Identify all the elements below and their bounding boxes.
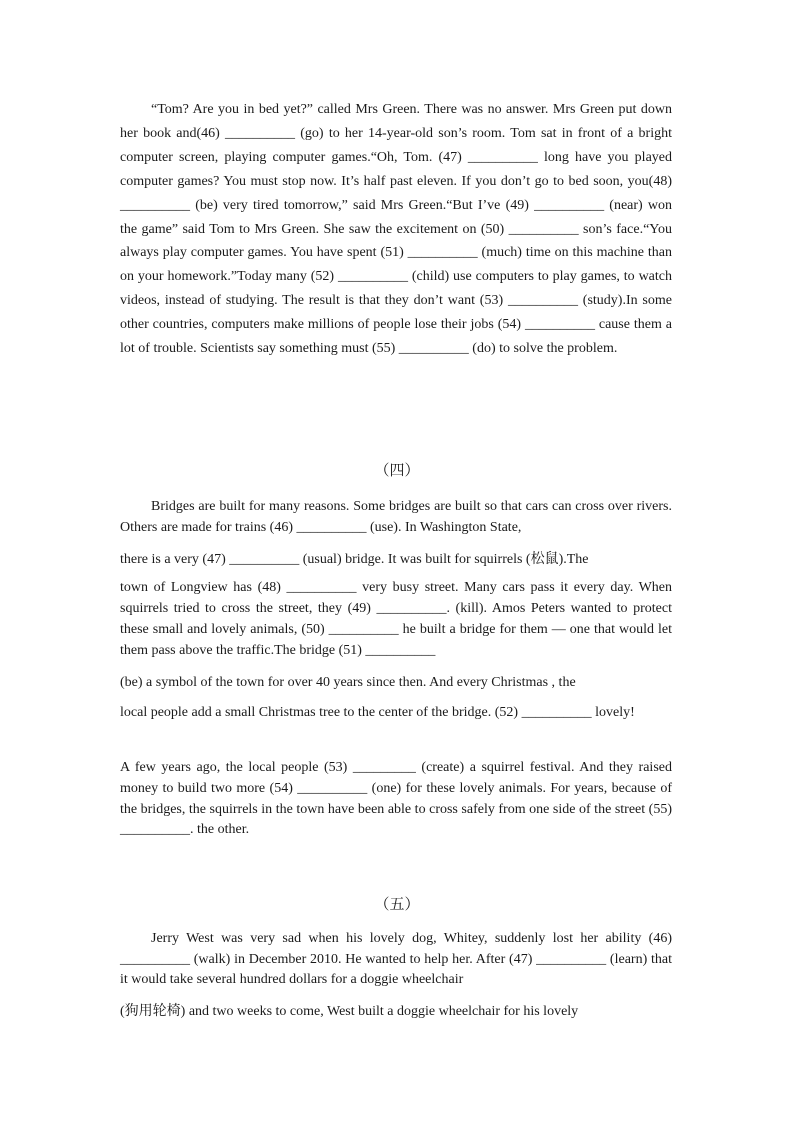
passage-5-line-2: (狗用轮椅) and two weeks to come, West built a doggie wheelchair for his lovely xyxy=(120,1003,579,1019)
passage-4b-text: A few years ago, the local people (53) _________ (create) a squirrel festival. And they raised money to build two more (54) __________ (one) for these lovely animals. For years, because of the bridges, the squirrels in the town have been able to cross safely from one side of the street (55) __________. the other. xyxy=(120,760,672,838)
passage-4-line-2: there is a very (47) __________ (usual) bridge. It was built for squirrels (松鼠).The xyxy=(120,552,589,567)
passage-5-line-1: Jerry West was very sad when his lovely dog, Whitey, suddenly lost her ability (46) __________ (walk) in December 2010. He wanted to help her. After (47) __________ (learn) that it would take several hundred dollars for a doggie wheelchair xyxy=(120,931,672,987)
section-heading-5: （五） xyxy=(374,895,420,913)
passage-5 xyxy=(120,929,672,1022)
passage-4-line-4: (be) a symbol of the town for over 40 years since then. And every Christmas , the xyxy=(120,675,576,690)
section-heading-4: （四） xyxy=(374,461,420,479)
passage-4-line-1: Bridges are built for many reasons. Some bridges are built so that cars can cross over rivers. Others are made for trains (46) __________ (use). In Washington State, xyxy=(120,499,672,535)
passage-4b xyxy=(120,758,672,841)
passage-4 xyxy=(120,496,672,723)
passage-4-line-3: town of Longview has (48) __________ very busy street. Many cars pass it every day. When squirrels tried to cross the street, they (49) __________. (kill). Amos Peters wanted to protect these small and lovely animals, (50) __________ he built a bridge for them — one that would let them pass above the traffic.The bridge (51) __________ xyxy=(120,580,672,658)
passage-3-text: “Tom? Are you in bed yet?” called Mrs Green. There was no answer. Mrs Green put down her book and(46) __________ (go) to her 14-year-old son’s room. Tom sat in front of a bright computer screen, playing computer games.“Oh, Tom. (47) __________ long have you played computer games? You must stop now. It’s half past eleven. If you don’t go to bed soon, you(48) __________ (be) very tired tomorrow,” said Mrs Green.“But I’ve (49) __________ (near) won the game” said Tom to Mrs Green. She saw the excitement on (50) __________ son’s face.“You always play computer games. You have spent (51) __________ (much) time on this machine than on your homework.”Today many (52) __________ (child) use computers to play games, to watch videos, instead of studying. The result is that they don’t want (53) __________ (study).In some other countries, computers make millions of people lose their jobs (54) __________ cause them a lot of trouble. Scientists say something must (55) __________ (do) to solve the problem. xyxy=(120,102,672,357)
passage-4-line-5: local people add a small Christmas tree to the center of the bridge. (52) __________ lovely! xyxy=(120,705,635,720)
passage-3 xyxy=(120,98,672,361)
